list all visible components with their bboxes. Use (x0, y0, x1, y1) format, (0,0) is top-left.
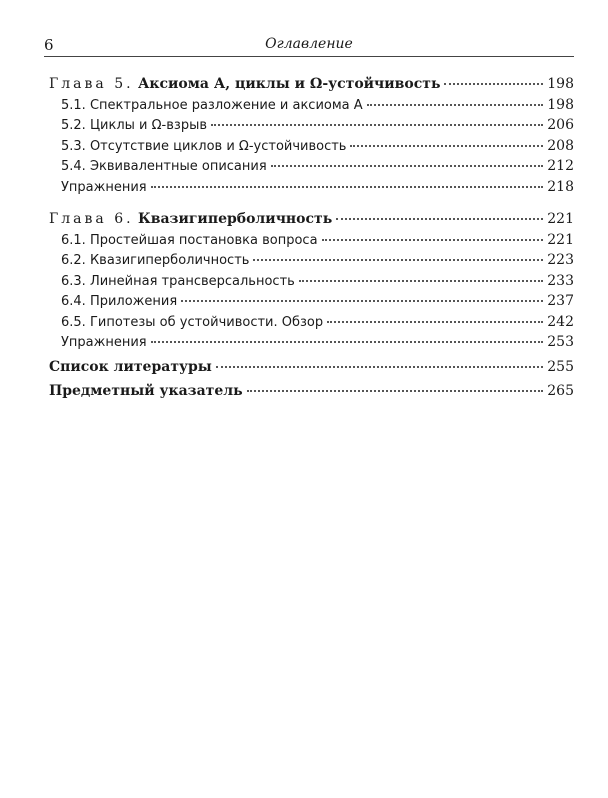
toc-section-5-2[interactable] (49, 115, 574, 136)
dot-leader (211, 124, 543, 126)
toc-section-5-exercises[interactable] (49, 177, 574, 198)
dot-leader (151, 186, 544, 188)
chapter-page: 221 (547, 211, 574, 227)
toc-section-6-5[interactable] (49, 312, 574, 333)
toc-section-6-1[interactable] (49, 230, 574, 251)
section-label: 6.3. Линейная трансверсальность (61, 273, 295, 289)
page-number: 6 (44, 36, 54, 54)
section-label: 6.5. Гипотезы об устойчивости. Обзор (61, 314, 324, 330)
table-of-contents (49, 74, 574, 402)
toc-subject-index[interactable] (49, 381, 574, 402)
section-label: 6.2. Квазигиперболичность (61, 253, 250, 268)
toc-section-5-1[interactable] (49, 95, 574, 116)
toc-section-6-exercises[interactable] (49, 332, 574, 353)
toc-section-5-4[interactable] (49, 156, 574, 177)
chapter-page: 198 (547, 76, 574, 92)
section-label: 6.1. Простейшая постановка вопроса (61, 232, 318, 248)
chapter-prefix: Глава 6. (49, 211, 134, 227)
chapter-title: Аксиома А, циклы и Ω-устойчивость (138, 76, 441, 92)
toc-section-6-3[interactable] (49, 271, 574, 292)
section-page: 198 (547, 96, 574, 113)
back-matter-label: Список литературы (49, 358, 212, 375)
section-page: 253 (547, 334, 574, 350)
dot-leader (216, 366, 543, 368)
toc-bibliography[interactable] (49, 357, 574, 378)
chapter-title: Квазигиперболичность (138, 211, 333, 227)
section-label: 5.4. Эквивалентные описания (61, 159, 267, 174)
dot-leader (367, 104, 544, 106)
section-label: Упражнения (61, 179, 147, 195)
dot-leader (253, 259, 543, 261)
toc-section-5-3[interactable] (49, 136, 574, 157)
back-matter-page: 265 (547, 383, 574, 399)
section-label: Упражнения (61, 335, 147, 350)
spacer (49, 197, 574, 209)
toc-section-6-4[interactable] (49, 291, 574, 312)
section-page: 212 (547, 158, 574, 174)
section-page: 221 (547, 231, 574, 248)
running-title: Оглавление (265, 36, 353, 52)
dot-leader (336, 218, 543, 220)
back-matter-label: Предметный указатель (49, 383, 243, 399)
section-page: 206 (547, 117, 574, 133)
chapter-prefix: Глава 5. (49, 76, 134, 92)
dot-leader (299, 280, 543, 282)
dot-leader (322, 239, 544, 241)
section-label: 6.4. Приложения (61, 294, 178, 309)
section-label: 5.1. Спектральное разложение и аксиома А (61, 97, 363, 113)
section-page: 208 (547, 137, 574, 154)
dot-leader (247, 390, 544, 392)
section-page: 237 (547, 293, 574, 309)
section-page: 218 (547, 178, 574, 195)
toc-chapter-6[interactable] (49, 209, 574, 230)
dot-leader (350, 145, 543, 147)
page-header (44, 34, 574, 57)
dot-leader (271, 165, 544, 167)
dot-leader (444, 83, 543, 85)
dot-leader (327, 321, 543, 323)
section-page: 242 (547, 313, 574, 330)
back-matter-page: 255 (547, 358, 574, 375)
section-label: 5.3. Отсутствие циклов и Ω-устойчивость (61, 138, 347, 154)
section-page: 233 (547, 272, 574, 289)
dot-leader (151, 341, 544, 343)
section-label: 5.2. Циклы и Ω-взрыв (61, 118, 207, 133)
dot-leader (181, 300, 543, 302)
toc-chapter-5[interactable] (49, 74, 574, 95)
section-page: 223 (547, 252, 574, 268)
toc-section-6-2[interactable] (49, 250, 574, 271)
